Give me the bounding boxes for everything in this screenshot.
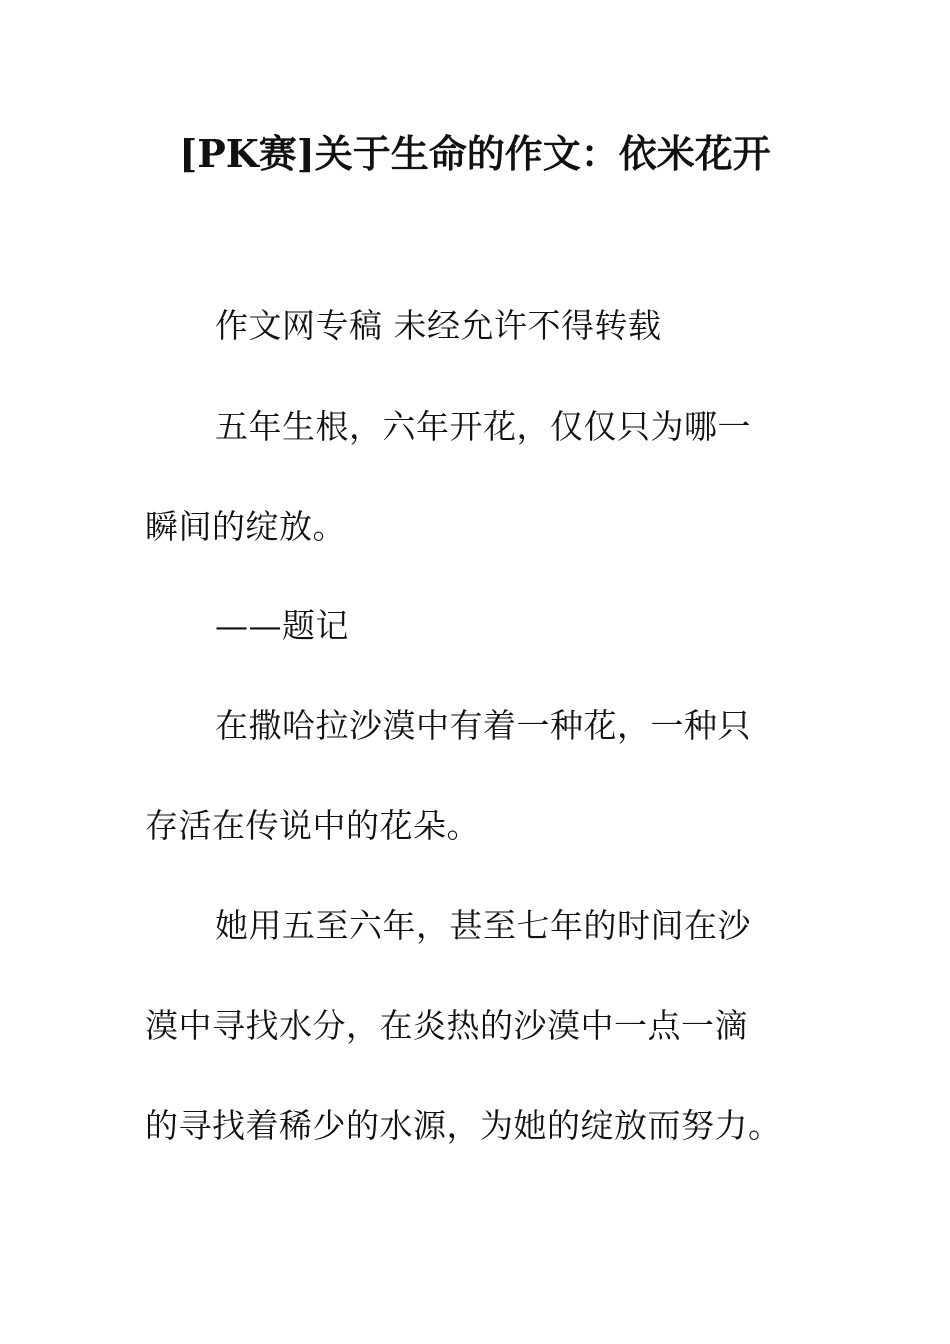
- paragraph-line: 漠中寻找水分，在炎热的沙漠中一点一滴: [145, 1006, 748, 1045]
- paragraph-line: 五年生根，六年开花，仅仅只为哪一: [215, 407, 751, 446]
- paragraph-line: 在撒哈拉沙漠中有着一种花，一种只: [215, 706, 751, 745]
- paragraph-line: 她用五至六年，甚至七年的时间在沙: [215, 906, 751, 945]
- page-title: [PK赛]关于生命的作文：依米花开: [179, 131, 771, 176]
- paragraph-line: 存活在传说中的花朵。: [145, 806, 480, 845]
- paragraph-line: 作文网专稿 未经允许不得转载: [215, 306, 662, 345]
- paragraph-line: ——题记: [215, 606, 349, 645]
- paragraph-line: 瞬间的绽放。: [145, 507, 346, 546]
- paragraph-line: 的寻找着稀少的水源，为她的绽放而努力。: [145, 1106, 782, 1145]
